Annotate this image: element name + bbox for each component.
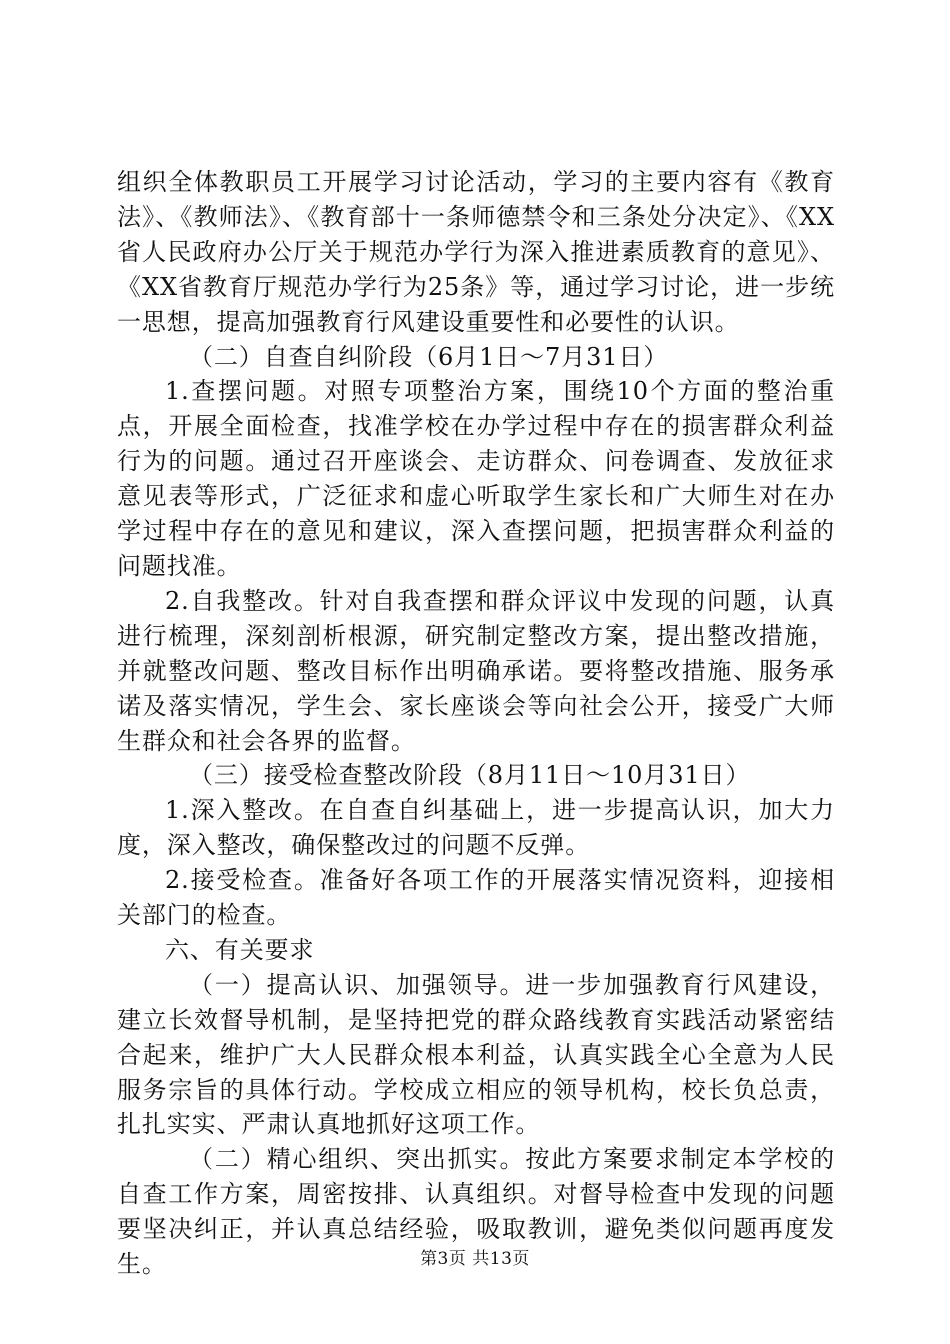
document-body (117, 165, 835, 1282)
heading-inspection-stage: （三）接受检查整改阶段（8月11日～10月31日） (189, 761, 751, 790)
paragraph-identify-problems: 1.查摆问题。对照专项整治方案，围绕10个方面的整治重点，开展全面检查，找准学校在办学过程中存在的损害群众利益行为的问题。通过召开座谈会、走访群众、问卷调查、发放征求意见表等形式，广泛征求和虚心听取学生家长和广大师生对在办学过程中存在的意见和建议，深入查摆问题，把损害群众利益的问题找准。 (117, 377, 835, 580)
paragraph-self-rectification: 2.自我整改。针对自我查摆和群众评议中发现的问题，认真进行梳理，深刻剖析根源，研究制定整改方案，提出整改措施，并就整改问题、整改目标作出明确承诺。要将整改措施、服务承诺及落实情况，学生会、家长座谈会等向社会公开，接受广大师生群众和社会各界的监督。 (117, 586, 835, 755)
heading-self-check-stage: （二）自查自纠阶段（6月1日～7月31日） (189, 342, 669, 371)
paragraph-careful-organization: （二）精心组织、突出抓实。按此方案要求制定本学校的自查工作方案，周密按排、认真组织。对督导检查中发现的问题要坚决纠正，并认真总结经验，吸取教训，避免类似问题再度发生。 (117, 1145, 835, 1279)
paragraph-accept-inspection: 2.接受检查。准备好各项工作的开展落实情况资料，迎接相关部门的检查。 (117, 866, 835, 930)
paragraph-study-content: 组织全体教职员工开展学习讨论活动，学习的主要内容有《教育法》、《教师法》、《教育部十一条师德禁令和三条处分决定》、《XX省人民政府办公厅关于规范办学行为深入推进素质教育的意见》、《XX省教育厅规范办学行为25条》等，通过学习讨论，进一步统一思想，提高加强教育行风建设重要性和必要性的认识。 (117, 168, 835, 336)
paragraph-deep-rectification: 1.深入整改。在自查自纠基础上，进一步提高认识，加大力度，深入整改，确保整改过的问题不反弹。 (117, 796, 835, 860)
paragraph-raise-awareness: （一）提高认识、加强领导。进一步加强教育行风建设，建立长效督导机制，是坚持把党的群众路线教育实践活动紧密结合起来，维护广大人民群众根本利益，认真实践全心全意为人民服务宗旨的具体行动。学校成立相应的领导机构，校长负总责，扎扎实实、严肃认真地抓好这项工作。 (117, 970, 835, 1139)
page-number-footer: 第3页 共13页 (420, 1249, 530, 1269)
heading-requirements: 六、有关要求 (165, 935, 315, 964)
